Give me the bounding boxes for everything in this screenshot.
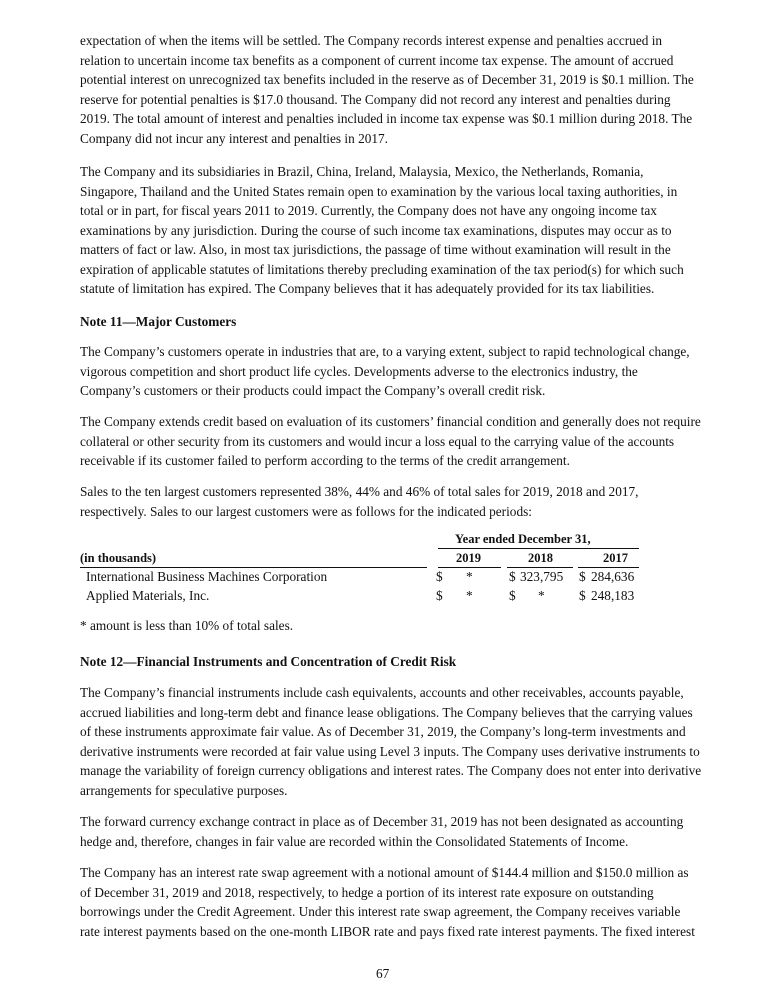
page-number: 67 (376, 966, 390, 981)
text-line: examinations by any jurisdiction. During the course of such income tax examinations, disputes may occur as to (80, 222, 672, 238)
note-11-heading (80, 312, 236, 332)
header-rule (578, 567, 639, 568)
text-line: manage the variability of foreign currency obligations and interest rates. The Company does not enter into derivative (80, 763, 702, 778)
text-line: The Company extends credit based on evaluation of its customers’ financial condition and generally does not require (80, 414, 701, 429)
text-line: of December 31, 2019 and 2018, respectively, to hedge a portion of its interest rate exposure on outstanding (80, 884, 654, 900)
text-line: expectation of when the items will be settled. The Company records interest expense and penalties accrued in (80, 33, 663, 48)
text-line: expiration of applicable statutes of limitations thereby precluding examination of the tax period(s) for which such (80, 261, 684, 277)
table-footnote: * amount is less than 10% of total sales. (80, 618, 294, 633)
customer-name: International Business Machines Corporation (86, 569, 328, 584)
text-line: Company’s customers or their products could impact the Company’s overall credit risk. (80, 383, 546, 398)
heading-text: Note 12—Financial Instruments and Concentration of Credit Risk (80, 654, 457, 669)
year-header-2019: 2019 (456, 551, 481, 565)
text-line: Singapore, Thailand and the United States remain open to examination by the various local taxing authorities, in (80, 183, 678, 199)
text-line: The Company has an interest rate swap agreement with a notional amount of $144.4 million and $150.0 million as (80, 865, 689, 880)
text-line: accrued liabilities and long-term debt and finance lease obligations. The Company believes that the carrying values (80, 704, 693, 720)
value: * (466, 588, 473, 603)
year-header-2018: 2018 (528, 551, 553, 565)
currency: $ (509, 588, 516, 603)
text-line: arrangements for speculative purposes. (80, 782, 288, 798)
customers-paragraph (80, 342, 690, 401)
text-line: total or in part, for fiscal years 2011 to 2019. Currently, the Company does not have any ongoing income tax (80, 203, 657, 218)
text-line: statute of limitation has expired. The Company believes that it has adequately provided for its tax liabilities. (80, 281, 655, 296)
value: 323,795 (520, 569, 564, 584)
heading-text: Note 11—Major Customers (80, 314, 237, 329)
currency: $ (509, 569, 516, 584)
text-line: potential interest on unrecognized tax benefits included in the reserve as of December 31, 2019 is $0.1 million. The (80, 72, 694, 87)
sales-paragraph (80, 482, 638, 521)
financial-instruments-paragraph (80, 683, 701, 800)
text-line: collateral or other security from its customers and would incur a loss equal to the carrying value of the accounts (80, 433, 675, 449)
text-line: matters of fact or law. Also, in most tax jurisdictions, the passage of time without examination will result in the (80, 242, 671, 257)
header-rule (438, 548, 639, 549)
text-line: Company did not incur any interest and penalties in 2017. (80, 130, 388, 146)
header-rule (80, 567, 427, 568)
text-line: receivable if its customer failed to perform according to the terms of the credit arrangement. (80, 453, 570, 468)
text-line: The Company’s customers operate in industries that are, to a varying extent, subject to rapid technological change, (80, 344, 690, 359)
tax-interest-paragraph (80, 31, 694, 148)
value: 284,636 (591, 569, 635, 584)
currency: $ (436, 588, 443, 603)
note-12-heading (80, 652, 456, 672)
value: * (538, 588, 545, 603)
value: * (466, 569, 473, 584)
text-line: respectively. Sales to our largest customers were as follows for the indicated periods: (80, 503, 532, 519)
table-unit-label: (in thousands) (80, 551, 157, 565)
text-line: derivative instruments were recorded at fair value using Level 3 inputs. The Company uses derivative instruments to (80, 743, 700, 759)
text-line: Sales to the ten largest customers represented 38%, 44% and 46% of total sales for 2019, 2018 and 2017, (80, 484, 639, 499)
forward-contract-paragraph (80, 812, 683, 851)
text-line: The forward currency exchange contract in place as of December 31, 2019 has not been designated as accounting (80, 814, 684, 829)
header-rule (438, 567, 501, 568)
currency: $ (579, 569, 586, 584)
text-line: 2019. The total amount of interest and penalties included in income tax expense was $0.1 million during 2018. The (80, 111, 693, 126)
text-line: borrowings under the Credit Agreement. Under this interest rate swap agreement, the Company receives variable (80, 904, 681, 919)
interest-swap-paragraph (80, 863, 695, 941)
header-rule (507, 567, 573, 568)
year-header-2017: 2017 (603, 551, 628, 565)
text-line: The Company and its subsidiaries in Brazil, China, Ireland, Malaysia, Mexico, the Netherlands, Romania, (80, 164, 644, 179)
tax-jurisdictions-paragraph (80, 162, 684, 299)
currency: $ (579, 588, 586, 603)
text-line: rate interest payments based on the one-month LIBOR rate and pays fixed rate interest payments. The fixed interest (80, 923, 695, 939)
credit-paragraph (80, 412, 701, 471)
value: 248,183 (591, 588, 635, 603)
table-group-header: Year ended December 31, (455, 532, 591, 546)
text-line: reserve for potential penalties is $17.0 thousand. The Company did not record any interest and penalties during (80, 91, 671, 107)
text-line: vigorous competition and short product life cycles. Developments adverse to the electronics industry, the (80, 363, 638, 379)
text-line: hedge and, therefore, changes in fair value are recorded within the Consolidated Statements of Income. (80, 833, 629, 849)
text-line: The Company’s financial instruments include cash equivalents, accounts and other receivables, accounts payable, (80, 685, 684, 700)
currency: $ (436, 569, 443, 584)
text-line: relation to uncertain income tax benefits as a component of current income tax expense. The amount of accrued (80, 52, 674, 68)
text-line: of these instruments approximate fair value. As of December 31, 2019, the Company’s long-term investments and (80, 724, 686, 739)
customer-name: Applied Materials, Inc. (86, 588, 210, 603)
